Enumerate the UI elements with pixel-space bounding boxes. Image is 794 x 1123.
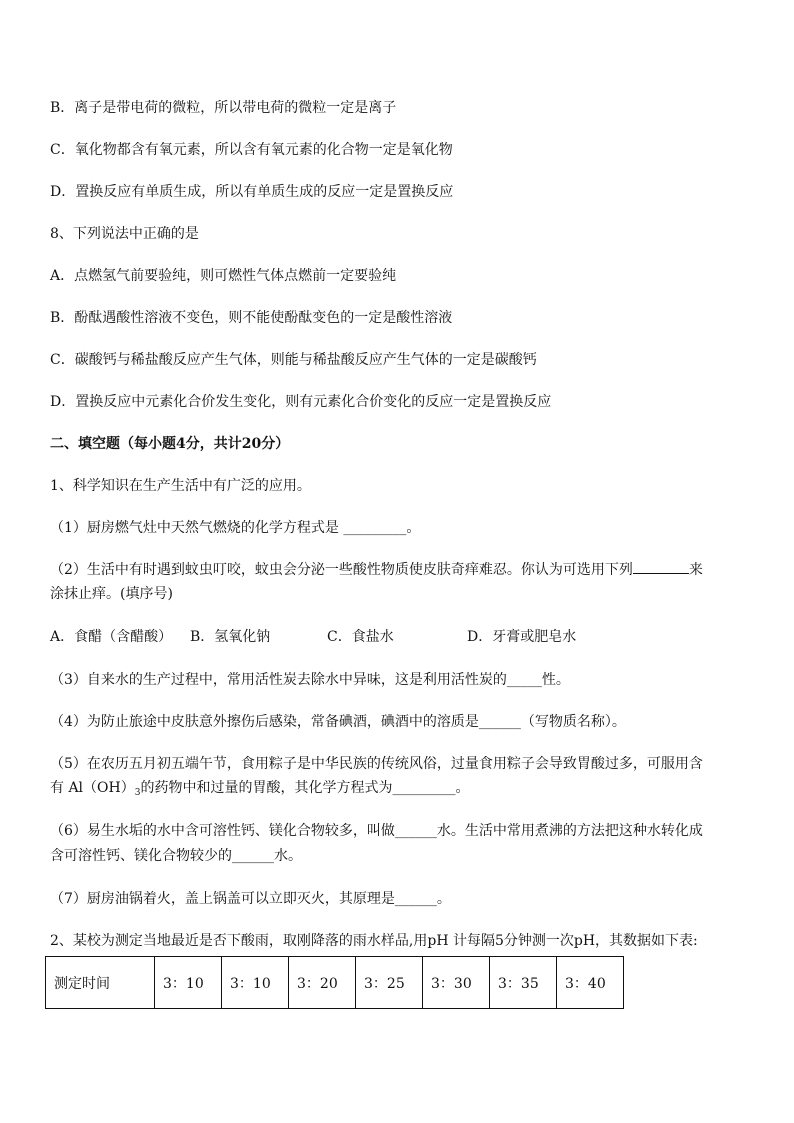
option-c-text: C．氧化物都含有氧元素，所以含有氧元素的化合物一定是氧化物 (50, 142, 453, 158)
table-header-cell: 测定时间 (46, 957, 155, 1009)
table-cell: 3：10 (155, 957, 222, 1009)
table-cell: 3：40 (557, 957, 624, 1009)
question-8-stem: 8、下列说法中正确的是 (50, 226, 199, 242)
formula-text: 有 Al（OH） (50, 780, 135, 796)
choice-c: C．食盐水 (327, 629, 394, 645)
fill-q1-part2-line1 (50, 559, 703, 581)
section-heading: 二、填空题（每小题4分，共计20分） (50, 436, 290, 452)
fill-q1-stem: 1、科学知识在生产生活中有广泛的应用。 (50, 478, 311, 494)
q8-option-c: C．碳酸钙与稀盐酸反应产生气体，则能与稀盐酸反应产生气体的一定是碳酸钙 (50, 352, 537, 368)
part5-tail: 的药物中和过量的胃酸，其化学方程式为_________。 (140, 780, 470, 796)
choice-d: D．牙膏或肥皂水 (467, 629, 577, 645)
table-cell: 3：20 (289, 957, 356, 1009)
part2-tail: 来 (688, 562, 703, 578)
fill-q1-part5-line2 (50, 777, 469, 804)
q8-option-a: A．点燃氢气前要验纯，则可燃性气体点燃前一定要验纯 (50, 268, 397, 284)
fill-q1-part7: （7）厨房油锅着火，盖上锅盖可以立即灭火，其原理是______。 (50, 891, 451, 907)
table-cell: 3：25 (356, 957, 423, 1009)
fill-q1-part3: （3）自来水的生产过程中，常用活性炭去除水中异味，这是利用活性炭的_____性。 (50, 672, 570, 688)
fill-q1-part6-line1: （6）易生水垢的水中含可溶性钙、镁化合物较多，叫做______水。生活中常用煮沸的方法把这种水转化成 (50, 823, 703, 839)
fill-q1-part5-line1: （5）在农历五月初五端午节，食用粽子是中华民族的传统风俗，过量食用粽子会导致胃酸过多，可服用含 (50, 756, 703, 772)
fill-q2-stem: 2、某校为测定当地最近是否下酸雨，取刚降落的雨水样品,用pH 计每隔5分钟测一次pH，其数据如下表: (50, 933, 698, 949)
part2-text: （2）生活中有时遇到蚊虫叮咬，蚊虫会分泌一些酸性物质使皮肤奇痒难忍。你认为可选用下列 (50, 562, 633, 578)
option-d-text: D．置换反应有单质生成，所以有单质生成的反应一定是置换反应 (50, 184, 454, 200)
table-cell: 3：30 (423, 957, 490, 1009)
fill-q1-part6-line2: 含可溶性钙、镁化合物较少的______水。 (50, 848, 302, 864)
q8-option-b: B．酚酞遇酸性溶液不变色，则不能使酚酞变色的一定是酸性溶液 (50, 310, 453, 326)
subscript: 3 (134, 788, 141, 798)
table-cell: 3：35 (490, 957, 557, 1009)
option-b-text: B．离子是带电荷的微粒，所以带电荷的微粒一定是离子 (50, 100, 397, 116)
fill-q1-part4: （4）为防止旅途中皮肤意外擦伤后感染，常备碘酒，碘酒中的溶质是______（写物质名称）。 (50, 714, 626, 730)
fill-q1-options (50, 626, 576, 648)
table-row (46, 957, 624, 1009)
choice-b: B．氢氧化钠 (190, 629, 271, 645)
answer-blank (633, 559, 689, 574)
q8-option-d: D．置换反应中元素化合价发生变化，则有元素化合价变化的反应一定是置换反应 (50, 394, 552, 410)
ph-data-table (45, 956, 624, 1009)
choice-a: A．食醋（含醋酸） (50, 629, 173, 645)
fill-q1-part2-line2: 涂抹止痒。(填序号) (50, 586, 173, 602)
fill-q1-part1: （1）厨房燃气灶中天然气燃烧的化学方程式是 _________。 (50, 520, 421, 536)
table-cell: 3：10 (222, 957, 289, 1009)
